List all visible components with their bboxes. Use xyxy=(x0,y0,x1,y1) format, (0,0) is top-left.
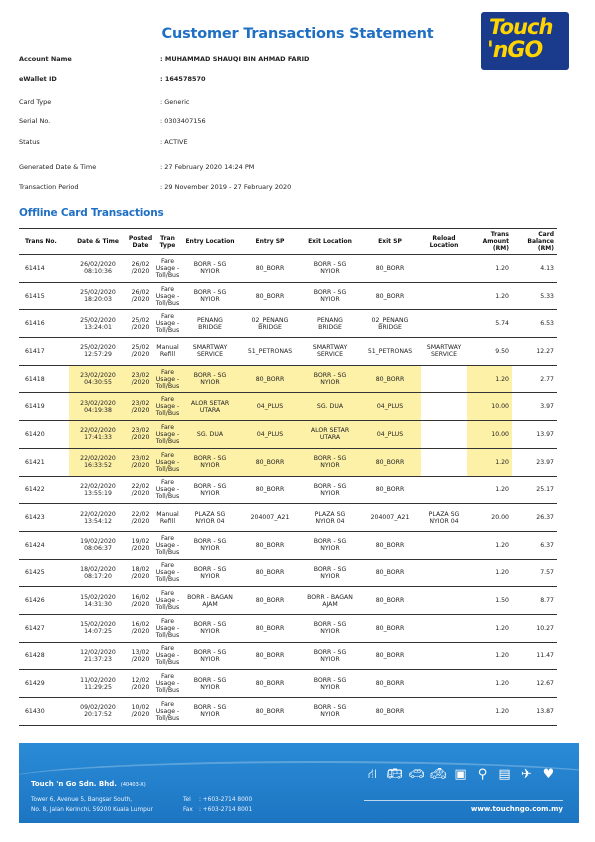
table-row xyxy=(19,587,557,615)
serial-value: : 0303407156 xyxy=(160,117,206,125)
table-row xyxy=(19,504,557,532)
logo-line-1: Touch xyxy=(489,15,553,39)
cell-tran-type: Fare Usage - Toll/Bus xyxy=(154,282,181,310)
cell-reload-location xyxy=(421,670,467,698)
cell-date-time: 18/02/2020 08:17:20 xyxy=(69,559,127,587)
cell-date-time: 22/02/2020 13:55:19 xyxy=(69,476,127,504)
col-header: Tran Type xyxy=(154,229,181,255)
cell-entry-sp: 80_BORR xyxy=(239,587,301,615)
cell-tran-type: Fare Usage - Toll/Bus xyxy=(154,670,181,698)
cell-entry-location: BORR - SG NYIOR xyxy=(181,559,239,587)
cell-tran-type: Manual Refill xyxy=(154,504,181,532)
cell-posted-date: 22/02 /2020 xyxy=(127,476,154,504)
cell-card-balance: 23.97 xyxy=(512,448,557,476)
cell-trans-amount: 1.20 xyxy=(467,255,512,283)
table-row xyxy=(19,338,557,366)
cell-reload-location xyxy=(421,476,467,504)
cell-exit-location: BORR - BAGAN AJAM xyxy=(301,587,359,615)
cell-trans-no: 61416 xyxy=(19,310,69,338)
cell-date-time: 22/02/2020 13:54:12 xyxy=(69,504,127,532)
table-row xyxy=(19,614,557,642)
cell-trans-no: 61421 xyxy=(19,448,69,476)
cell-entry-location: BORR - SG NYIOR xyxy=(181,448,239,476)
cell-entry-sp: 04_PLUS xyxy=(239,393,301,421)
cell-trans-no: 61420 xyxy=(19,421,69,449)
cell-exit-sp: 80_BORR xyxy=(359,642,421,670)
cell-posted-date: 23/02 /2020 xyxy=(127,365,154,393)
footer-banner xyxy=(19,743,579,823)
cell-entry-location: BORR - SG NYIOR xyxy=(181,698,239,726)
cell-tran-type: Fare Usage - Toll/Bus xyxy=(154,448,181,476)
cell-exit-location: PLAZA SG NYIOR 04 xyxy=(301,504,359,532)
table-row xyxy=(19,670,557,698)
cell-reload-location xyxy=(421,614,467,642)
card-type-value: : Generic xyxy=(160,98,190,106)
cell-trans-amount: 5.74 xyxy=(467,310,512,338)
cell-trans-no: 61429 xyxy=(19,670,69,698)
cell-exit-sp: 80_BORR xyxy=(359,698,421,726)
cell-entry-sp: 80_BORR xyxy=(239,698,301,726)
cell-entry-sp: 51_PETRONAS xyxy=(239,338,301,366)
cell-exit-sp: 80_BORR xyxy=(359,448,421,476)
cell-trans-amount: 20.00 xyxy=(467,504,512,532)
cell-exit-location: BORR - SG NYIOR xyxy=(301,365,359,393)
cell-date-time: 25/02/2020 13:24:01 xyxy=(69,310,127,338)
cell-exit-location: BORR - SG NYIOR xyxy=(301,476,359,504)
ewallet-label: eWallet ID xyxy=(19,75,57,83)
cell-posted-date: 18/02 /2020 xyxy=(127,559,154,587)
cell-exit-location: BORR - SG NYIOR xyxy=(301,448,359,476)
cell-card-balance: 25.17 xyxy=(512,476,557,504)
cell-trans-no: 61417 xyxy=(19,338,69,366)
cell-reload-location xyxy=(421,255,467,283)
dining-icon: ⚲ xyxy=(477,767,488,782)
fax xyxy=(183,807,252,813)
cell-card-balance: 6.37 xyxy=(512,531,557,559)
cell-trans-amount: 10.00 xyxy=(467,393,512,421)
cell-date-time: 15/02/2020 14:31:30 xyxy=(69,587,127,615)
col-header: Exit SP xyxy=(359,229,421,255)
table-row xyxy=(19,448,557,476)
tel xyxy=(183,797,252,803)
cell-posted-date: 10/02 /2020 xyxy=(127,698,154,726)
cell-exit-location: SMARTWAY SERVICE xyxy=(301,338,359,366)
cell-tran-type: Fare Usage - Toll/Bus xyxy=(154,559,181,587)
service-icons xyxy=(364,766,557,783)
period-label: Transaction Period xyxy=(19,183,79,191)
cell-exit-location: BORR - SG NYIOR xyxy=(301,531,359,559)
cell-date-time: 23/02/2020 04:19:38 xyxy=(69,393,127,421)
cell-tran-type: Fare Usage - Toll/Bus xyxy=(154,310,181,338)
cell-exit-sp: 80_BORR xyxy=(359,365,421,393)
cell-entry-location: PLAZA SG NYIOR 04 xyxy=(181,504,239,532)
cell-card-balance: 3.97 xyxy=(512,393,557,421)
cell-posted-date: 16/02 /2020 xyxy=(127,587,154,615)
cell-exit-sp: 80_BORR xyxy=(359,531,421,559)
touchngo-logo xyxy=(481,12,569,70)
cell-exit-location: BORR - SG NYIOR xyxy=(301,698,359,726)
cell-entry-location: BORR - SG NYIOR xyxy=(181,282,239,310)
cell-trans-no: 61426 xyxy=(19,587,69,615)
cell-trans-no: 61415 xyxy=(19,282,69,310)
cell-entry-sp: 80_BORR xyxy=(239,531,301,559)
cell-date-time: 25/02/2020 12:57:29 xyxy=(69,338,127,366)
cell-posted-date: 25/02 /2020 xyxy=(127,310,154,338)
ewallet-value: : 164578570 xyxy=(160,75,206,83)
parking-icon: ▣ xyxy=(454,767,467,782)
cell-trans-amount: 9.50 xyxy=(467,338,512,366)
cell-trans-no: 61422 xyxy=(19,476,69,504)
car-icon: 🚗︎ xyxy=(408,767,425,782)
cell-exit-location: BORR - SG NYIOR xyxy=(301,642,359,670)
cell-card-balance: 11.47 xyxy=(512,642,557,670)
cell-card-balance: 12.67 xyxy=(512,670,557,698)
cell-trans-amount: 1.20 xyxy=(467,559,512,587)
cell-entry-sp: 80_BORR xyxy=(239,282,301,310)
col-header: Card Balance (RM) xyxy=(512,229,557,255)
cell-exit-sp: 80_BORR xyxy=(359,614,421,642)
cell-exit-sp: 80_BORR xyxy=(359,670,421,698)
cell-entry-location: BORR - SG NYIOR xyxy=(181,642,239,670)
cell-tran-type: Fare Usage - Toll/Bus xyxy=(154,393,181,421)
company-name-text: Touch 'n Go Sdn. Bhd. xyxy=(31,780,117,788)
cell-reload-location xyxy=(421,559,467,587)
cell-trans-no: 61430 xyxy=(19,698,69,726)
table-row xyxy=(19,255,557,283)
cell-entry-sp: 80_BORR xyxy=(239,614,301,642)
fax-value: : +603-2714 8001 xyxy=(199,807,253,813)
cell-tran-type: Fare Usage - Toll/Bus xyxy=(154,531,181,559)
generated-label: Generated Date & Time xyxy=(19,163,97,171)
cell-tran-type: Fare Usage - Toll/Bus xyxy=(154,642,181,670)
cell-posted-date: 19/02 /2020 xyxy=(127,531,154,559)
table-row xyxy=(19,421,557,449)
cell-date-time: 11/02/2020 11:29:25 xyxy=(69,670,127,698)
cell-trans-amount: 1.20 xyxy=(467,365,512,393)
cell-entry-location: SG. DUA xyxy=(181,421,239,449)
cell-entry-sp: 80_BORR xyxy=(239,365,301,393)
cell-card-balance: 26.37 xyxy=(512,504,557,532)
cell-date-time: 19/02/2020 08:06:37 xyxy=(69,531,127,559)
cell-entry-location: ALOR SETAR UTARA xyxy=(181,393,239,421)
highway-icon: ⛙ xyxy=(367,767,378,782)
cell-exit-location: BORR - SG NYIOR xyxy=(301,282,359,310)
cell-posted-date: 26/02 /2020 xyxy=(127,282,154,310)
cell-posted-date: 23/02 /2020 xyxy=(127,448,154,476)
cell-tran-type: Fare Usage - Toll/Bus xyxy=(154,255,181,283)
table-row xyxy=(19,698,557,726)
cell-posted-date: 12/02 /2020 xyxy=(127,670,154,698)
tel-label: Tel xyxy=(183,797,191,803)
cell-card-balance: 7.57 xyxy=(512,559,557,587)
cell-date-time: 26/02/2020 08:10:36 xyxy=(69,255,127,283)
cell-exit-sp: 80_BORR xyxy=(359,282,421,310)
col-header: Trans Amount (RM) xyxy=(467,229,512,255)
cell-entry-sp: 04_PLUS xyxy=(239,421,301,449)
logo-line-2: 'nGO xyxy=(487,38,543,63)
cell-posted-date: 23/02 /2020 xyxy=(127,421,154,449)
col-header: Reload Location xyxy=(421,229,467,255)
cell-card-balance: 6.53 xyxy=(512,310,557,338)
page-title: Customer Transactions Statement xyxy=(161,26,434,42)
cell-date-time: 22/02/2020 16:33:52 xyxy=(69,448,127,476)
cell-trans-no: 61428 xyxy=(19,642,69,670)
cell-exit-sp: 04_PLUS xyxy=(359,421,421,449)
col-header: Posted Date xyxy=(127,229,154,255)
heart-icon: ♥ xyxy=(542,767,555,782)
cell-entry-sp: 02_PENANG BRIDGE xyxy=(239,310,301,338)
cell-entry-sp: 80_BORR xyxy=(239,642,301,670)
cell-reload-location xyxy=(421,421,467,449)
cell-trans-no: 61418 xyxy=(19,365,69,393)
cell-card-balance: 10.27 xyxy=(512,614,557,642)
cell-entry-location: BORR - SG NYIOR xyxy=(181,670,239,698)
serial-label: Serial No. xyxy=(19,117,51,125)
cell-reload-location xyxy=(421,642,467,670)
cell-exit-sp: 51_PETRONAS xyxy=(359,338,421,366)
cell-posted-date: 13/02 /2020 xyxy=(127,642,154,670)
cell-card-balance: 4.13 xyxy=(512,255,557,283)
section-title: Offline Card Transactions xyxy=(19,207,164,219)
cell-trans-no: 61423 xyxy=(19,504,69,532)
status-label: Status xyxy=(19,138,40,146)
table-row xyxy=(19,282,557,310)
card-type-label: Card Type xyxy=(19,98,52,106)
table-header-row xyxy=(19,229,557,255)
cell-exit-location: BORR - SG NYIOR xyxy=(301,559,359,587)
cell-tran-type: Fare Usage - Toll/Bus xyxy=(154,365,181,393)
cell-exit-sp: 80_BORR xyxy=(359,587,421,615)
cell-reload-location xyxy=(421,698,467,726)
cell-date-time: 25/02/2020 18:20:03 xyxy=(69,282,127,310)
cell-posted-date: 26/02 /2020 xyxy=(127,255,154,283)
cell-posted-date: 16/02 /2020 xyxy=(127,614,154,642)
cell-tran-type: Fare Usage - Toll/Bus xyxy=(154,476,181,504)
cell-date-time: 22/02/2020 17:41:33 xyxy=(69,421,127,449)
cell-card-balance: 5.33 xyxy=(512,282,557,310)
period-value: : 29 November 2019 - 27 February 2020 xyxy=(160,183,292,191)
taxi-icon: 🚕︎ xyxy=(430,767,447,782)
cell-exit-sp: 80_BORR xyxy=(359,255,421,283)
cell-exit-location: BORR - SG NYIOR xyxy=(301,614,359,642)
cell-exit-location: ALOR SETAR UTARA xyxy=(301,421,359,449)
cell-reload-location xyxy=(421,393,467,421)
cell-tran-type: Fare Usage - Toll/Bus xyxy=(154,698,181,726)
company-reg: (40403-X) xyxy=(120,782,146,788)
table-row xyxy=(19,559,557,587)
table-row xyxy=(19,476,557,504)
cell-date-time: 09/02/2020 20:17:52 xyxy=(69,698,127,726)
cell-reload-location xyxy=(421,531,467,559)
company-name xyxy=(31,780,146,788)
cell-card-balance: 2.77 xyxy=(512,365,557,393)
cell-entry-location: BORR - SG NYIOR xyxy=(181,531,239,559)
account-name-value: : MUHAMMAD SHAUQI BIN AHMAD FARID xyxy=(160,55,310,63)
cell-trans-no: 61414 xyxy=(19,255,69,283)
cell-exit-location: PENANG BRIDGE xyxy=(301,310,359,338)
cell-entry-location: SMARTWAY SERVICE xyxy=(181,338,239,366)
cell-entry-sp: 80_BORR xyxy=(239,476,301,504)
table-row xyxy=(19,642,557,670)
ticket-icon: ▤ xyxy=(498,767,511,782)
cell-entry-location: BORR - SG NYIOR xyxy=(181,476,239,504)
cell-entry-location: BORR - SG NYIOR xyxy=(181,365,239,393)
cell-card-balance: 12.27 xyxy=(512,338,557,366)
cell-entry-sp: 80_BORR xyxy=(239,559,301,587)
account-name-label: Account Name xyxy=(19,55,72,63)
address-line-2: No. 8, Jalan Kerinchi, 59200 Kuala Lumpur xyxy=(31,807,153,813)
cell-trans-amount: 1.20 xyxy=(467,448,512,476)
cell-trans-no: 61425 xyxy=(19,559,69,587)
cell-card-balance: 13.87 xyxy=(512,698,557,726)
col-header: Trans No. xyxy=(19,229,69,255)
cell-card-balance: 13.97 xyxy=(512,421,557,449)
footer-divider xyxy=(364,800,563,801)
col-header: Date & Time xyxy=(69,229,127,255)
cell-trans-no: 61424 xyxy=(19,531,69,559)
cell-date-time: 15/02/2020 14:07:25 xyxy=(69,614,127,642)
plane-icon: ✈ xyxy=(521,767,532,782)
cell-trans-amount: 1.20 xyxy=(467,670,512,698)
bus-icon: 🚌︎ xyxy=(386,767,403,782)
cell-date-time: 12/02/2020 21:37:23 xyxy=(69,642,127,670)
table-row xyxy=(19,393,557,421)
col-header: Exit Location xyxy=(301,229,359,255)
cell-entry-location: BORR - SG NYIOR xyxy=(181,255,239,283)
transactions-table xyxy=(19,228,557,726)
table-row xyxy=(19,365,557,393)
website-link[interactable]: www.touchngo.com.my xyxy=(470,805,563,813)
cell-reload-location xyxy=(421,587,467,615)
cell-trans-amount: 1.20 xyxy=(467,642,512,670)
cell-exit-location: BORR - SG NYIOR xyxy=(301,255,359,283)
cell-trans-amount: 1.50 xyxy=(467,587,512,615)
cell-posted-date: 23/02 /2020 xyxy=(127,393,154,421)
cell-reload-location xyxy=(421,282,467,310)
cell-exit-sp: 02_PENANG BRIDGE xyxy=(359,310,421,338)
cell-trans-amount: 1.20 xyxy=(467,476,512,504)
cell-trans-amount: 1.20 xyxy=(467,282,512,310)
status-value: : ACTIVE xyxy=(160,138,188,146)
cell-exit-sp: 80_BORR xyxy=(359,476,421,504)
cell-exit-location: SG. DUA xyxy=(301,393,359,421)
tel-value: : +603-2714 8000 xyxy=(199,797,253,803)
cell-entry-location: BORR - BAGAN AJAM xyxy=(181,587,239,615)
cell-card-balance: 8.77 xyxy=(512,587,557,615)
fax-label: Fax xyxy=(183,807,193,813)
cell-entry-location: PENANG BRIDGE xyxy=(181,310,239,338)
cell-entry-sp: 80_BORR xyxy=(239,670,301,698)
cell-trans-no: 61427 xyxy=(19,614,69,642)
generated-value: : 27 February 2020 14:24 PM xyxy=(160,163,255,171)
cell-reload-location xyxy=(421,365,467,393)
cell-reload-location xyxy=(421,310,467,338)
cell-tran-type: Fare Usage - Toll/Bus xyxy=(154,587,181,615)
cell-posted-date: 22/02 /2020 xyxy=(127,504,154,532)
cell-posted-date: 25/02 /2020 xyxy=(127,338,154,366)
cell-tran-type: Manual Refill xyxy=(154,338,181,366)
cell-trans-amount: 1.20 xyxy=(467,531,512,559)
cell-date-time: 23/02/2020 04:30:55 xyxy=(69,365,127,393)
cell-entry-sp: 80_BORR xyxy=(239,448,301,476)
cell-reload-location: PLAZA SG NYIOR 04 xyxy=(421,504,467,532)
table-row xyxy=(19,310,557,338)
cell-exit-location: BORR - SG NYIOR xyxy=(301,670,359,698)
table-row xyxy=(19,531,557,559)
cell-tran-type: Fare Usage - Toll/Bus xyxy=(154,614,181,642)
cell-tran-type: Fare Usage - Toll/Bus xyxy=(154,421,181,449)
col-header: Entry Location xyxy=(181,229,239,255)
cell-reload-location: SMARTWAY SERVICE xyxy=(421,338,467,366)
cell-reload-location xyxy=(421,448,467,476)
cell-trans-amount: 1.20 xyxy=(467,698,512,726)
cell-trans-no: 61419 xyxy=(19,393,69,421)
cell-entry-sp: 80_BORR xyxy=(239,255,301,283)
cell-exit-sp: 04_PLUS xyxy=(359,393,421,421)
cell-trans-amount: 10.00 xyxy=(467,421,512,449)
cell-entry-location: BORR - SG NYIOR xyxy=(181,614,239,642)
cell-exit-sp: 80_BORR xyxy=(359,559,421,587)
cell-entry-sp: 204007_A21 xyxy=(239,504,301,532)
cell-trans-amount: 1.20 xyxy=(467,614,512,642)
address-line-1: Tower 6, Avenue 5, Bangsar South, xyxy=(31,797,133,803)
col-header: Entry SP xyxy=(239,229,301,255)
cell-exit-sp: 204007_A21 xyxy=(359,504,421,532)
